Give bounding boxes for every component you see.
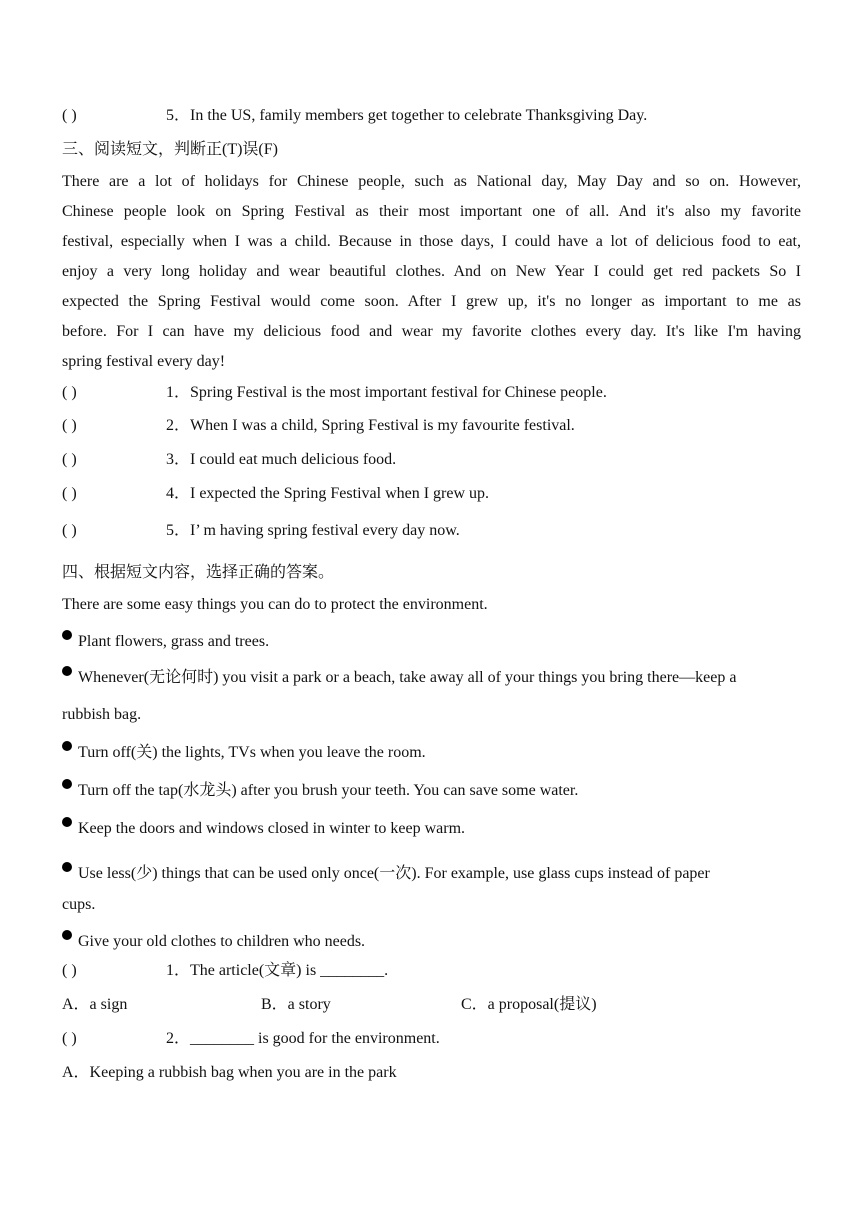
answer-blank[interactable]: ( ) (62, 451, 77, 468)
bullet-item: Give your old clothes to children who needs. (62, 930, 365, 952)
bullet-item: Use less(少) things that can be used only once(一次). For example, use glass cups instead of paper (62, 862, 710, 884)
option-a[interactable]: A．a sign (62, 996, 128, 1013)
question-row (62, 416, 575, 436)
section-heading: 三、阅读短文，判断正(T)误(F) (62, 141, 278, 158)
question-row (62, 961, 388, 981)
passage-intro: There are some easy things you can do to protect the environment. (62, 596, 488, 613)
question-row (62, 1029, 440, 1049)
question-text: 4．I expected the Spring Festival when I grew up. (166, 485, 490, 502)
question-row (62, 484, 489, 504)
question-text: 5．In the US, family members get together to celebrate Thanksgiving Day. (166, 107, 648, 124)
question-text: 1．The article(文章) is ________. (166, 962, 389, 979)
question-text: 2．________ is good for the environment. (166, 1030, 440, 1047)
question-row (62, 383, 607, 403)
question-text: 3．I could eat much delicious food. (166, 451, 397, 468)
answer-blank[interactable]: ( ) (62, 417, 77, 434)
question-row (62, 450, 396, 470)
passage-line: festival, especially when I was a child. Because in those days, I could have a lot of delicious food to eat, (62, 233, 801, 250)
passage-line: Chinese people look on Spring Festival as their most important one of all. And it's also my favorite (62, 203, 801, 220)
passage-line: There are a lot of holidays for Chinese people, such as National day, May Day and so on. However, (62, 173, 801, 190)
answer-blank[interactable]: ( ) (62, 1030, 77, 1047)
passage-line: before. For I can have my delicious food and wear my favorite clothes every day. It's like I'm having (62, 323, 801, 340)
passage-line: spring festival every day! (62, 353, 226, 370)
bullet-item: Turn off the tap(水龙头) after you brush your teeth. You can save some water. (62, 779, 578, 801)
bullet-item: Whenever(无论何时) you visit a park or a beach, take away all of your things you bring there—keep a (62, 666, 736, 688)
answer-blank[interactable]: ( ) (62, 384, 77, 401)
answer-blank[interactable]: ( ) (62, 107, 77, 124)
passage-line: enjoy a very long holiday and wear beautiful clothes. And on New Year I could get red packets So I (62, 263, 801, 280)
option-b[interactable]: B．a story (261, 996, 331, 1013)
bullet-continuation: rubbish bag. (62, 706, 142, 723)
bullet-item: Turn off(关) the lights, TVs when you leave the room. (62, 741, 426, 763)
question-row (62, 106, 647, 126)
question-text: 2．When I was a child, Spring Festival is my favourite festival. (166, 417, 575, 434)
option-c[interactable]: C．a proposal(提议) (461, 996, 597, 1013)
bullet-item: Plant flowers, grass and trees. (62, 630, 269, 652)
section-heading: 四、根据短文内容，选择正确的答案。 (62, 564, 335, 581)
option-a[interactable]: A．Keeping a rubbish bag when you are in the park (62, 1064, 397, 1081)
question-text: 5．I’ m having spring festival every day now. (166, 522, 460, 539)
question-row (62, 521, 460, 541)
bullet-item: Keep the doors and windows closed in winter to keep warm. (62, 817, 465, 839)
bullet-continuation: cups. (62, 896, 96, 913)
question-text: 1．Spring Festival is the most important festival for Chinese people. (166, 384, 607, 401)
answer-blank[interactable]: ( ) (62, 962, 77, 979)
options-row (62, 995, 597, 1015)
passage-line: expected the Spring Festival would come soon. After I grew up, it's no longer as important to me as (62, 293, 801, 310)
answer-blank[interactable]: ( ) (62, 522, 77, 539)
answer-blank[interactable]: ( ) (62, 485, 77, 502)
